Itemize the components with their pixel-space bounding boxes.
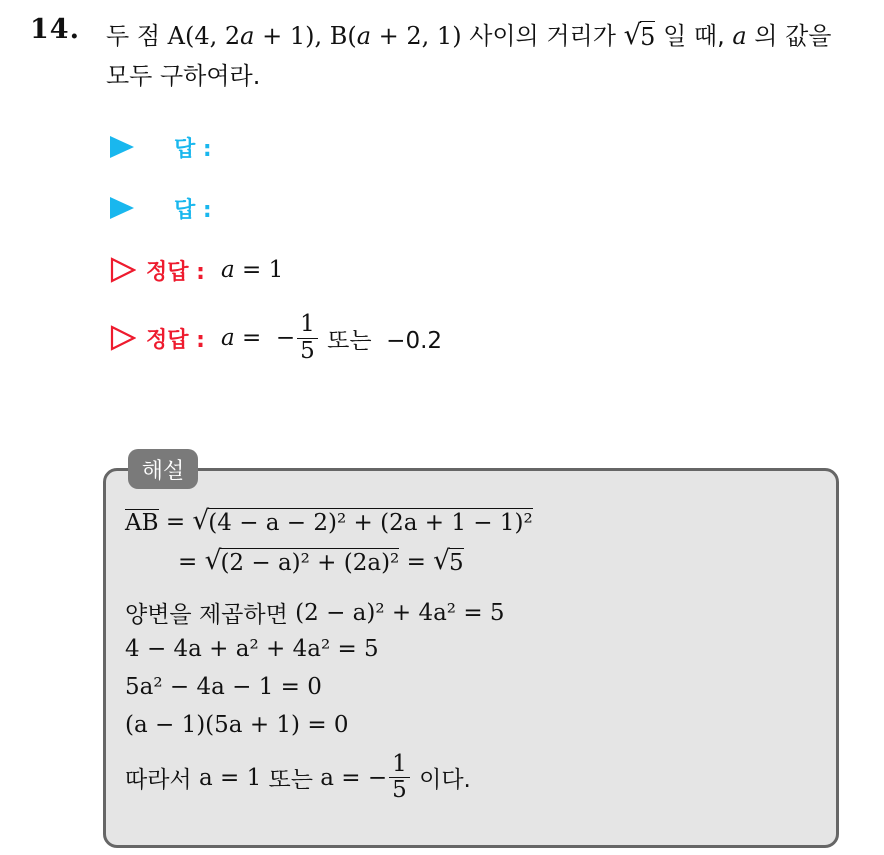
outline-triangle-icon xyxy=(110,257,136,283)
answer-label: 답 : xyxy=(174,136,212,162)
filled-triangle-icon xyxy=(110,197,134,219)
solution-line-1: AB = √ (4 − a − 2)² + (2a + 1 − 1)² xyxy=(125,505,533,536)
solution-line-4: 4 − 4a + a² + 4a² = 5 xyxy=(125,636,379,662)
correct-answer-label: 정답 : xyxy=(146,259,205,285)
answer-row-blank-1 xyxy=(110,127,212,167)
question-number: 14. xyxy=(30,14,80,45)
solution-line-3: 양변을 제곱하면 (2 − a)² + 4a² = 5 xyxy=(125,599,505,628)
sqrt-expression: √ (4 − a − 2)² + (2a + 1 − 1)² xyxy=(192,505,533,536)
segment-ab: AB xyxy=(125,509,159,536)
outline-triangle-icon xyxy=(110,325,136,351)
question-line-1: 두 점 A(4, 2a + 1), B(a + 2, 1) 사이의 거리가 √ 5 일 때, a 의 값을 xyxy=(106,18,832,51)
correct-answer-row-1 xyxy=(110,250,283,290)
filled-triangle-icon xyxy=(110,136,134,158)
sqrt-five: √ 5 xyxy=(433,545,464,576)
solution-line-5: 5a² − 4a − 1 = 0 xyxy=(125,674,322,700)
solution-tag: 해설 xyxy=(128,449,198,489)
correct-answer-value: a = 1 xyxy=(220,257,284,283)
solution-line-6: (a − 1)(5a + 1) = 0 xyxy=(125,712,349,738)
sqrt-five: √ 5 xyxy=(623,18,656,51)
correct-answer-value: a = − $\frac{1}{5}$ 또는 −0.2 xyxy=(220,311,443,364)
answer-row-blank-2 xyxy=(110,188,212,228)
question-text xyxy=(106,16,866,96)
sqrt-expression: √ (2 − a)² + (2a)² xyxy=(204,545,400,576)
answer-label: 답 : xyxy=(174,197,212,223)
solution-line-7: 따라서 a = 1 또는 a = − $\frac{1}{5}$ 이다. xyxy=(125,751,471,804)
fraction: $\frac{1}{5}$ xyxy=(297,312,318,364)
question-line-2: 모두 구하여라. xyxy=(106,62,261,90)
correct-answer-row-2 xyxy=(110,308,442,368)
fraction: $\frac{1}{5}$ xyxy=(389,752,410,804)
correct-answer-label: 정답 : xyxy=(146,327,205,353)
solution-line-2: = √ (2 − a)² + (2a)² = √ 5 xyxy=(178,545,464,576)
